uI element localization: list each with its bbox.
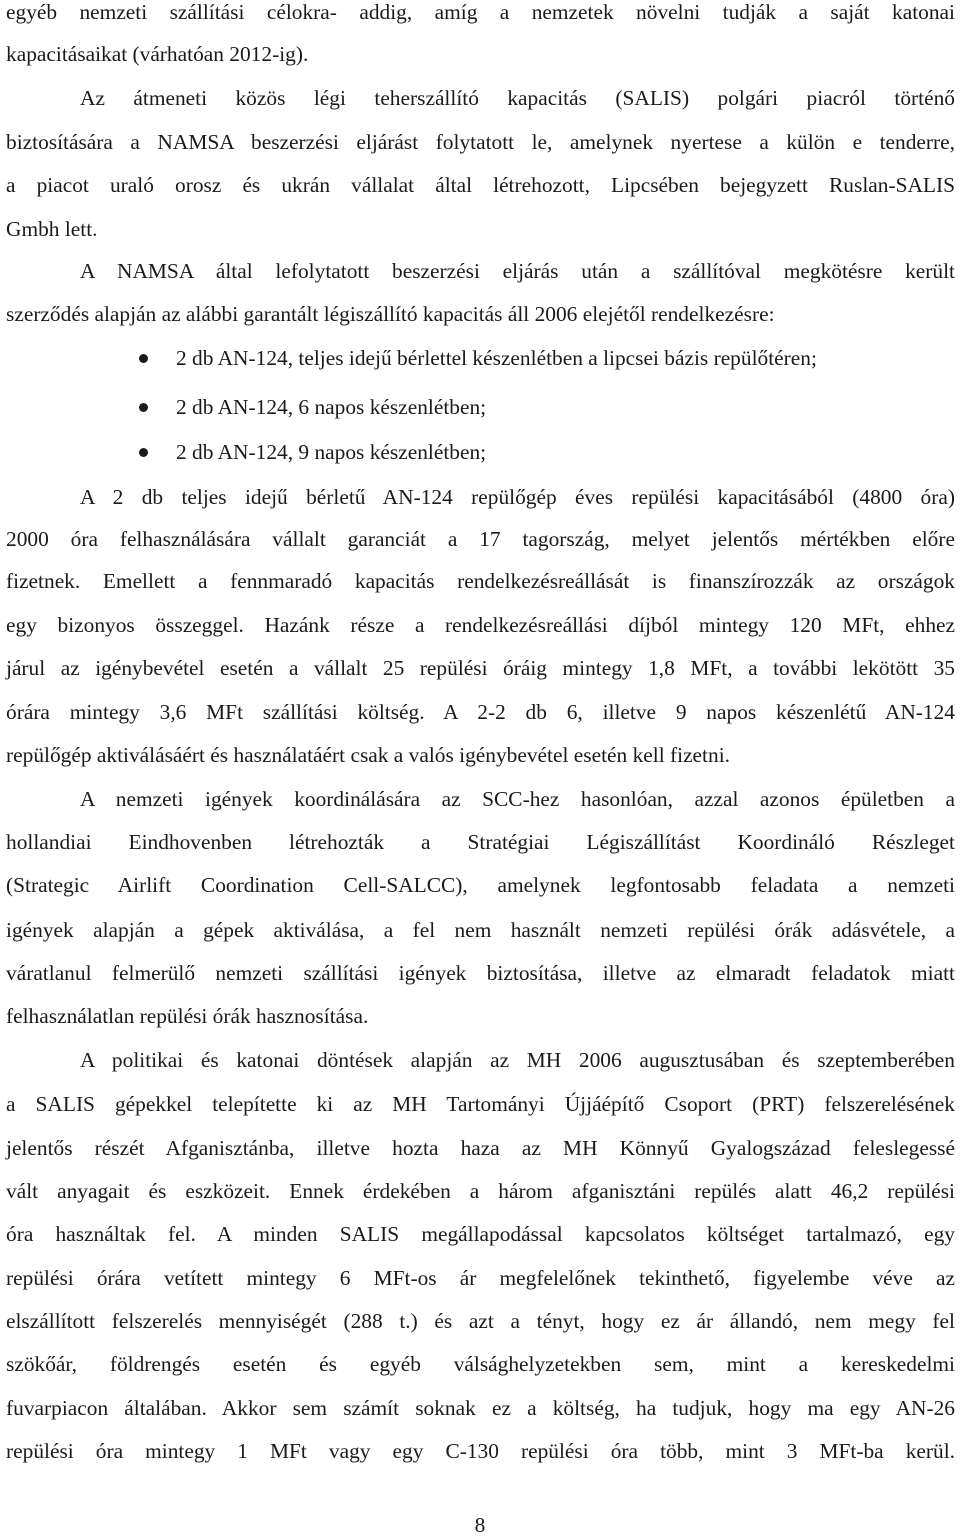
text-line: járul az igénybevétel esetén a vállalt 25 repülési óráig mintegy 1,8 MFt, a további lekötött 35 (6, 656, 955, 680)
text-line: igények alapján a gépek aktiválása, a fel nem használt nemzeti repülési órák adásvétele, a (6, 918, 955, 942)
text-line: 2000 óra felhasználására vállalt garanciát a 17 tagország, melyet jelentős mértékben előre (6, 527, 955, 551)
text-line: egyéb nemzeti szállítási célokra- addig, amíg a nemzetek növelni tudják a saját katonai (6, 0, 955, 24)
text-line: fuvarpiacon általában. Akkor sem számít soknak ez a költség, ha tudjuk, hogy ma egy AN-26 (6, 1396, 955, 1420)
text-line: vált anyagait és eszközeit. Ennek érdekében a három afganisztáni repülés alatt 46,2 repülési (6, 1179, 955, 1203)
text-line: Gmbh lett. (6, 217, 98, 241)
list-item-text: 2 db AN-124, 6 napos készenlétben; (176, 395, 487, 419)
text-line: hollandiai Eindhovenben létrehozták a Stratégiai Légiszállítást Koordináló Részleget (6, 830, 955, 854)
text-line: felhasználatlan repülési órák hasznosítása. (6, 1004, 369, 1028)
text-line: (Strategic Airlift Coordination Cell-SALCC), amelynek legfontosabb feladata a nemzeti (6, 873, 955, 897)
page-number: 8 (474, 1513, 486, 1537)
text-line: órára mintegy 3,6 MFt szállítási költség. A 2-2 db 6, illetve 9 napos készenlétű AN-124 (6, 700, 955, 724)
text-line: elszállított felszerelés mennyiségét (288 t.) és azt a tényt, hogy ez ár állandó, nem megy fel (6, 1309, 955, 1333)
text-line: repülési óra mintegy 1 MFt vagy egy C-130 repülési óra több, mint 3 MFt-ba kerül. (6, 1439, 955, 1463)
text-line: biztosítására a NAMSA beszerzési eljárást folytatott le, amelynek nyertese a külön e tenderre, (6, 130, 955, 154)
text-line: óra használtak fel. A minden SALIS megállapodással kapcsolatos költséget tartalmazó, egy (6, 1222, 955, 1246)
paragraph-first-line: A 2 db teljes idejű bérletű AN-124 repülőgép éves repülési kapacitásából (4800 óra) (80, 485, 955, 509)
text-line: egy bizonyos összeggel. Hazánk része a rendelkezésreállási díjból mintegy 120 MFt, ehhez (6, 613, 955, 637)
paragraph-first-line: A nemzeti igények koordinálására az SCC-hez hasonlóan, azzal azonos épületben a (80, 787, 955, 811)
text-line: a SALIS gépekkel telepítette ki az MH Tartományi Újjáépítő Csoport (PRT) felszerelésének (6, 1092, 955, 1116)
text-line: kapacitásaikat (várhatóan 2012-ig). (6, 42, 309, 66)
paragraph-first-line: Az átmeneti közös légi teherszállító kapacitás (SALIS) polgári piacról történő (80, 86, 955, 110)
paragraph-first-line: A NAMSA által lefolytatott beszerzési eljárás után a szállítóval megkötésre került (80, 259, 955, 283)
text-line: szökőár, földrengés esetén és egyéb válsághelyzetekben sem, mint a kereskedelmi (6, 1352, 955, 1376)
text-line: jelentős részét Afganisztánba, illetve hozta haza az MH Könnyű Gyalogszázad feleslegessé (6, 1136, 955, 1160)
text-line: a piacot uraló orosz és ukrán vállalat által létrehozott, Lipcsében bejegyzett Ruslan-SALIS (6, 173, 955, 197)
text-line: repülési órára vetített mintegy 6 MFt-os ár megfelelőnek tekinthető, figyelembe véve az (6, 1266, 955, 1290)
list-item-text: 2 db AN-124, 9 napos készenlétben; (176, 440, 487, 464)
paragraph-first-line: A politikai és katonai döntések alapján az MH 2006 augusztusában és szeptemberében (80, 1048, 955, 1072)
text-line: repülőgép aktiválásáért és használatáért csak a valós igénybevétel esetén kell fizetni. (6, 743, 730, 767)
text-line: váratlanul felmerülő nemzeti szállítási igények biztosítása, illetve az elmaradt feladatok miatt (6, 961, 955, 985)
bullet-icon (139, 448, 148, 457)
bullet-icon (139, 354, 148, 363)
list-item-text: 2 db AN-124, teljes idejű bérlettel készenlétben a lipcsei bázis repülőtéren; (176, 346, 817, 370)
text-line: szerződés alapján az alábbi garantált légiszállító kapacitás áll 2006 elejétől rendelkezésre: (6, 302, 775, 326)
text-line: fizetnek. Emellett a fennmaradó kapacitás rendelkezésreállását is finanszírozzák az országok (6, 569, 955, 593)
bullet-icon (139, 403, 148, 412)
